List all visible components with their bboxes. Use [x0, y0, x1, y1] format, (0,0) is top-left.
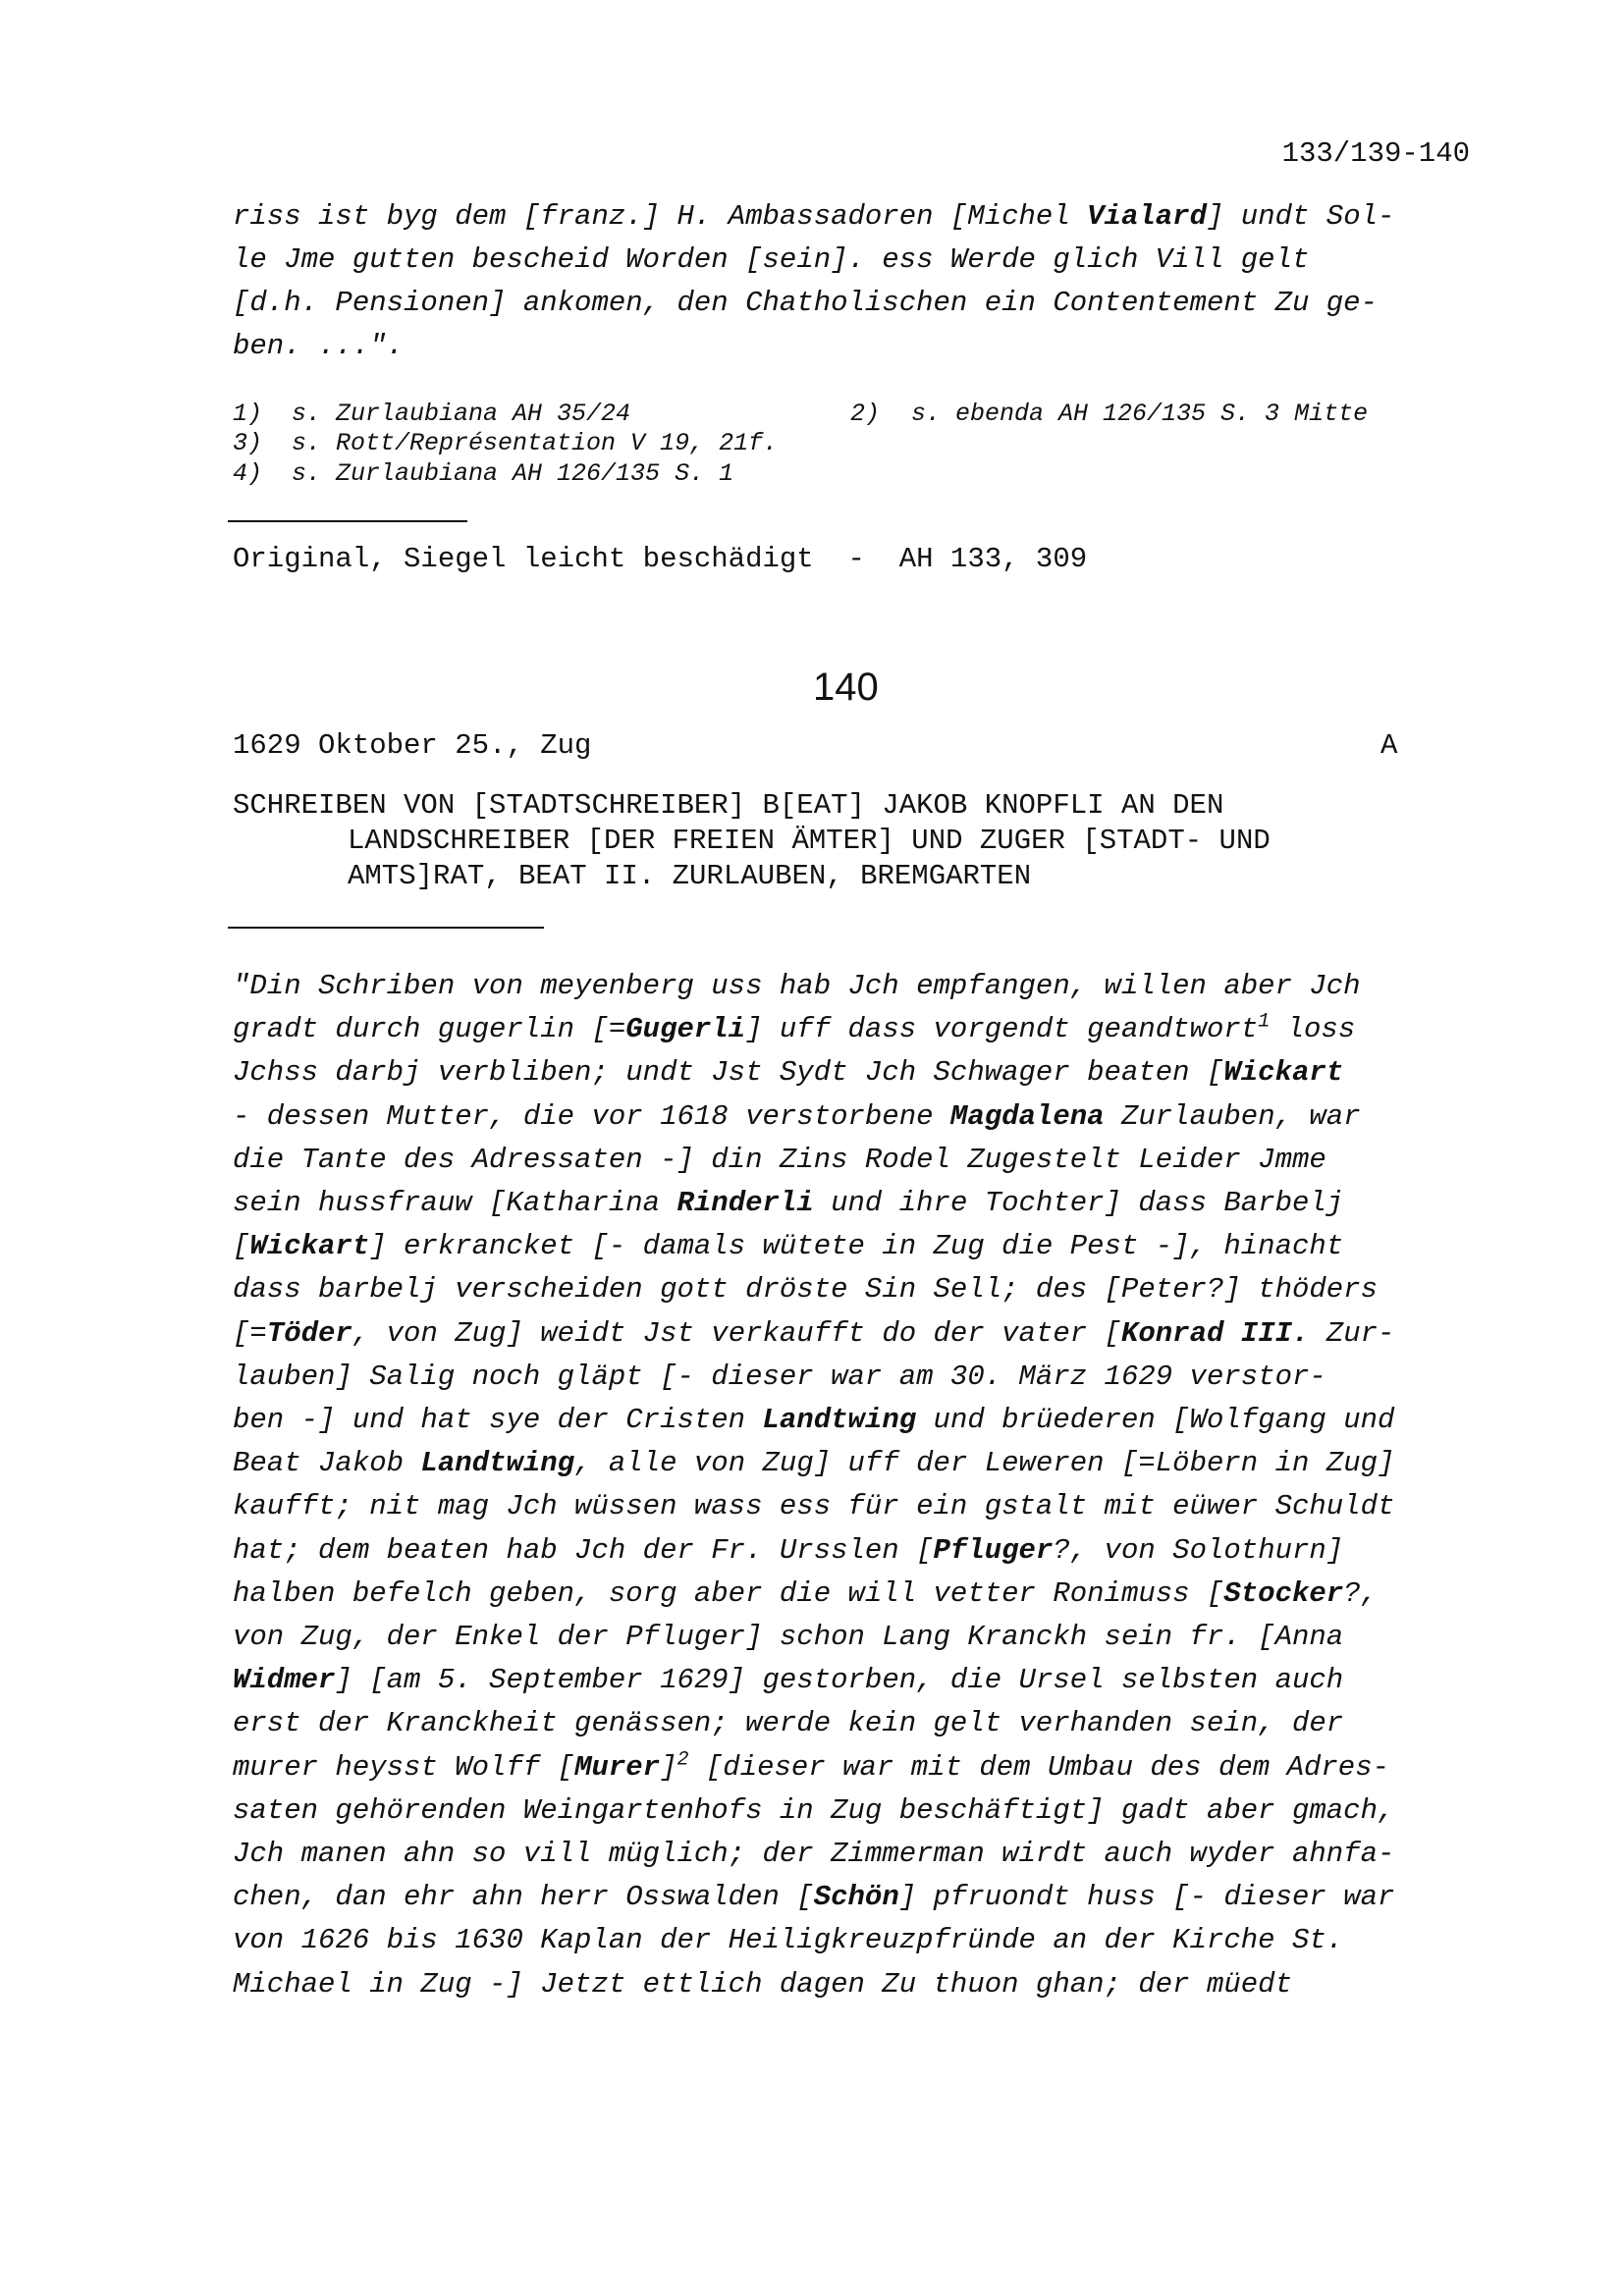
body-text-segment: und ihre Tochter] dass Barbelj: [813, 1187, 1344, 1219]
body-text-segment: von 1626 bis 1630 Kaplan der Heiligkreuzpfründe an der Kirche St.: [233, 1924, 1344, 1956]
body-text-segment: erst der Kranckheit genässen; werde kein gelt verhanden sein, der: [233, 1707, 1344, 1739]
body-text-segment: ?,: [1343, 1577, 1379, 1610]
body-line: [233, 1794, 1394, 1827]
person-name: Wickart: [1223, 1056, 1344, 1089]
body-line: [233, 1273, 1378, 1306]
body-line: [233, 1144, 1326, 1176]
person-name: Pfluger: [933, 1534, 1054, 1567]
source-note: Original, Siegel leicht beschädigt - AH 133, 309: [233, 543, 1088, 575]
body-text-segment: kaufft; nit mag Jch wüssen wass ess für ein gstalt mit eüwer Schuldt: [233, 1490, 1395, 1522]
person-name: Murer: [574, 1751, 661, 1784]
body-line: [233, 1447, 1394, 1479]
body-text-segment: Zur-: [1309, 1317, 1395, 1350]
body-line: [233, 1577, 1378, 1610]
body-line: [233, 1100, 1361, 1133]
person-name: Gugerli: [625, 1013, 746, 1045]
body-text-segment: ben -] und hat sye der Cristen: [233, 1404, 763, 1436]
body-line: [233, 1707, 1343, 1739]
body-text-segment: sein hussfrauw [Katharina: [233, 1187, 677, 1219]
footnote-2: s. ebenda AH 126/135 S. 3 Mitte: [911, 400, 1369, 428]
body-line: [233, 1317, 1394, 1350]
body-text-segment: dass barbelj verscheiden gott dröste Sin Sell; des [Peter?] thöders: [233, 1273, 1378, 1306]
document-title-line-2: LANDSCHREIBER [DER FREIEN ÄMTER] UND ZUGER [STADT- UND: [348, 825, 1271, 857]
body-line: [233, 1534, 1343, 1567]
body-text-segment: Jchss darbj verbliben; undt Jst Sydt Jch Schwager beaten [: [233, 1056, 1224, 1089]
body-text-segment: und brüederen [Wolfgang und: [916, 1404, 1395, 1436]
document-title-line-3: AMTS]RAT, BEAT II. ZURLAUBEN, BREMGARTEN: [348, 860, 1032, 892]
body-text-segment: ] [am 5. September 1629] gestorben, die Ursel selbsten auch: [335, 1664, 1344, 1696]
body-text-segment: Beat Jakob: [233, 1447, 421, 1479]
person-name: Rinderli: [676, 1187, 814, 1219]
body-text-segment: ?, von Solothurn]: [1053, 1534, 1344, 1567]
footnote-3: s. Rott/Représentation V 19, 21f.: [292, 429, 779, 457]
body-text-segment: murer heysst Wolff [: [233, 1751, 575, 1784]
body-line: [233, 1621, 1343, 1653]
body-text-segment: Zurlauben, war: [1104, 1100, 1361, 1133]
body-text-segment: saten gehörenden Weingartenhofs in Zug beschäftigt] gadt aber gmach,: [233, 1794, 1395, 1827]
document-date-place: 1629 Oktober 25., Zug: [233, 729, 592, 762]
body-text-segment: von Zug, der Enkel der Pfluger] schon Lang Kranckh sein fr. [Anna: [233, 1621, 1344, 1653]
body-line: [233, 1490, 1394, 1522]
footnote-4-number: 4): [233, 459, 263, 488]
body-text-segment: loss: [1270, 1013, 1356, 1045]
name-vialard: Vialard: [1087, 200, 1207, 233]
body-text-segment: [: [233, 1230, 250, 1262]
person-name: Schön: [813, 1881, 899, 1913]
footnote-1-number: 1): [233, 400, 263, 428]
footnote-marker: 2: [676, 1748, 689, 1772]
footnote-2-number: 2): [850, 400, 881, 428]
page-reference: 133/139-140: [1281, 137, 1470, 170]
prev-text-line-1: riss ist byg dem [franz.] H. Ambassadoren [Michel Vialard] undt Sol-: [233, 200, 1395, 233]
person-name: Wickart: [249, 1230, 370, 1262]
person-name: Stocker: [1223, 1577, 1344, 1610]
body-line: [233, 1404, 1394, 1436]
footnote-marker: 1: [1258, 1010, 1271, 1034]
body-line: [233, 970, 1361, 1002]
body-line: [233, 1924, 1343, 1956]
document-type: A: [1380, 729, 1398, 762]
body-text-segment: "Din Schriben von meyenberg uss hab Jch empfangen, willen aber Jch: [233, 970, 1361, 1002]
document-number: 140: [813, 666, 879, 709]
body-line: [233, 1838, 1394, 1870]
body-line: [233, 1748, 1390, 1784]
person-name: Landtwing: [420, 1447, 575, 1479]
body-text-segment: hat; dem beaten hab Jch der Fr. Ursslen [: [233, 1534, 934, 1567]
body-line: [233, 1056, 1343, 1089]
body-text-segment: die Tante des Adressaten -] din Zins Rodel Zugestelt Leider Jmme: [233, 1144, 1326, 1176]
body-text-segment: chen, dan ehr ahn herr Osswalden [: [233, 1881, 814, 1913]
body-text-segment: [=: [233, 1317, 267, 1350]
prev-text-line-4: ben. ...".: [233, 330, 405, 362]
body-text-segment: lauben] Salig noch gläpt [- dieser war am 30. März 1629 verstor-: [233, 1361, 1326, 1393]
body-text-segment: , alle von Zug] uff der Leweren [=Löbern in Zug]: [574, 1447, 1395, 1479]
body-text-segment: ] erkrancket [- damals wütete in Zug die Pest -], hinacht: [369, 1230, 1344, 1262]
prev-text-line-3: [d.h. Pensionen] ankomen, den Chatholischen ein Contentement Zu ge-: [233, 287, 1378, 319]
person-name: Konrad III.: [1120, 1317, 1310, 1350]
person-name: Töder: [266, 1317, 352, 1350]
body-line: [233, 1968, 1292, 2001]
body-text-segment: ]: [660, 1751, 677, 1784]
body-text-segment: gradt durch gugerlin [=: [233, 1013, 626, 1045]
body-text-segment: ] pfruondt huss [- dieser war: [898, 1881, 1395, 1913]
body-text-segment: Michael in Zug -] Jetzt ettlich dagen Zu thuon ghan; der müedt: [233, 1968, 1292, 2001]
body-text-segment: ] uff dass vorgendt geandtwort: [745, 1013, 1259, 1045]
body-line: [233, 1881, 1394, 1913]
footnote-3-number: 3): [233, 429, 263, 457]
title-divider: [228, 927, 544, 929]
body-line: [233, 1361, 1326, 1393]
body-text-segment: - dessen Mutter, die vor 1618 verstorbene: [233, 1100, 950, 1133]
person-name: Landtwing: [762, 1404, 917, 1436]
footnote-divider: [228, 520, 467, 522]
body-line: [233, 1187, 1343, 1219]
document-title-line-1: SCHREIBEN VON [STADTSCHREIBER] B[EAT] JAKOB KNOPFLI AN DEN: [233, 789, 1224, 822]
body-text-segment: halben befelch geben, sorg aber die will vetter Ronimuss [: [233, 1577, 1224, 1610]
body-text-segment: , von Zug] weidt Jst verkaufft do der vater [: [352, 1317, 1121, 1350]
body-line: [233, 1010, 1356, 1045]
footnote-1: s. Zurlaubiana AH 35/24: [292, 400, 631, 428]
body-text-segment: [dieser war mit dem Umbau des dem Adres-: [688, 1751, 1390, 1784]
prev-text-line-2: le Jme gutten bescheid Worden [sein]. ess Werde glich Vill gelt: [233, 243, 1310, 276]
body-text-segment: Jch manen ahn so vill müglich; der Zimmerman wirdt auch wyder ahnfa-: [233, 1838, 1395, 1870]
person-name: Widmer: [233, 1664, 336, 1696]
person-name: Magdalena: [949, 1100, 1105, 1133]
body-line: [233, 1230, 1343, 1262]
footnote-4: s. Zurlaubiana AH 126/135 S. 1: [292, 459, 734, 488]
body-line: [233, 1664, 1343, 1696]
